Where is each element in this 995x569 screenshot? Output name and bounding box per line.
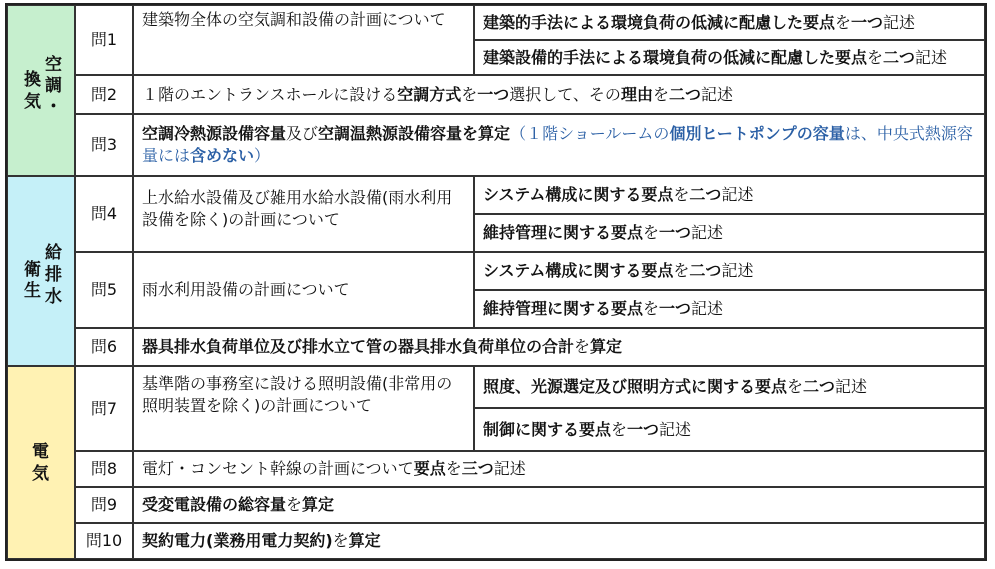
question-number: 問4 [75,176,133,252]
category-denki [7,366,75,559]
category-char: 空 [45,55,62,75]
q7-requirement-1: 照度、光源選定及び照明方式に関する要点 を 二つ 記述 [474,366,985,408]
question-number: 問1 [75,5,133,75]
q7-requirement-2: 制御に関する要点 を 一つ 記述 [474,408,985,451]
q4-requirement-1: システム構成に関する要点 を 二つ 記述 [474,176,985,214]
q6-text: 器具排水負荷単位及び排水立て管の器具排水負荷単位の合計 を 算定 [133,328,985,366]
q3-text: 空調冷熱源設備容量及び空調温熱源設備容量を算定（１階ショールームの個別ヒートポンプの容量は、中央式熱源容量には含めない） [133,114,985,176]
question-number: 問2 [75,75,133,114]
category-char: ・ [45,97,62,117]
category-char: 生 [24,281,41,301]
q2-text: １階のエントランスホールに設ける 空調方式 を 一つ 選択して、その 理由 を 二つ 記述 [133,75,985,114]
category-char: 気 [32,464,49,484]
q1-requirement-1: 建築的手法による環境負荷の低減に配慮した要点 を 一つ 記述 [474,5,985,40]
question-number: 問6 [75,328,133,366]
q10-text: 契約電力(業務用電力契約) を 算定 [133,523,985,559]
q1-requirement-2: 建築設備的手法による環境負荷の低減に配慮した要点 を 二つ 記述 [474,40,985,75]
category-char: 給 [45,243,62,263]
q5-requirement-1: システム構成に関する要点 を 二つ 記述 [474,252,985,290]
q1-topic: 建築物全体の空気調和設備の計画について [133,5,474,75]
q4-topic: 上水給水設備及び雑用水給水設備(雨水利用設備を除く)の計画について [133,176,474,252]
q4-requirement-2: 維持管理に関する要点 を 一つ 記述 [474,214,985,252]
category-char: 調 [45,76,62,96]
question-number: 問10 [75,523,133,559]
question-number: 問5 [75,252,133,328]
question-number: 問9 [75,487,133,523]
question-number: 問7 [75,366,133,451]
q8-text: 電灯・コンセント幹線の計画について 要点 を 三つ 記述 [133,451,985,487]
q9-text: 受変電設備の総容量 を 算定 [133,487,985,523]
requirements-table [5,3,987,561]
question-number: 問8 [75,451,133,487]
category-char: 水 [45,287,62,307]
category-kucho [7,5,75,176]
category-char: 気 [24,92,41,112]
question-number: 問3 [75,114,133,176]
category-char: 電 [32,442,49,462]
q5-requirement-2: 維持管理に関する要点 を 一つ 記述 [474,290,985,328]
q5-topic: 雨水利用設備の計画について [133,252,474,328]
category-eisei [7,176,75,366]
category-char: 衛 [24,260,41,280]
category-char: 換 [24,70,41,90]
q7-topic: 基準階の事務室に設ける照明設備(非常用の照明装置を除く)の計画について [133,366,474,451]
category-char: 排 [45,265,62,285]
